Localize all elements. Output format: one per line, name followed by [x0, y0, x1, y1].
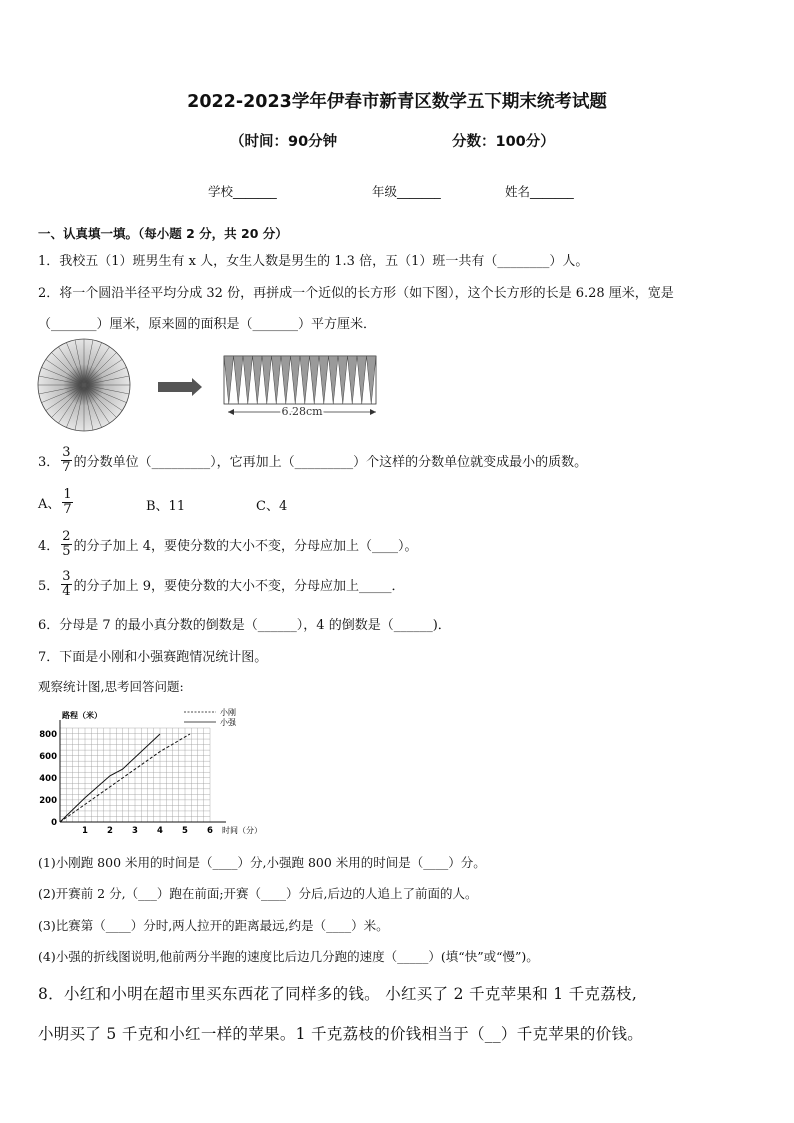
question-7: 7．下面是小刚和小强赛跑情况统计图。	[38, 650, 268, 665]
q7-sub2: (2)开赛前 2 分,（___）跑在前面;开赛（____）分后,后边的人追上了前面的人。	[38, 886, 478, 901]
question-6: 6．分母是 7 的最小真分数的倒数是（______），4 的倒数是（______)．	[38, 618, 451, 633]
x-tick-label: 6	[207, 826, 213, 836]
legend-label: 小刚	[220, 708, 236, 717]
q3-option-a-fraction	[62, 488, 72, 516]
x-tick-label: 3	[132, 826, 138, 836]
q3-option-a-numerator: 1	[63, 487, 72, 502]
q4-numerator: 2	[62, 529, 71, 544]
x-tick-label: 4	[157, 826, 163, 836]
y-tick-label: 0	[51, 818, 57, 828]
q5-denominator: 4	[62, 583, 71, 599]
x-tick-label: 2	[107, 826, 113, 836]
q5-text: 的分子加上 9，要使分数的大小不变，分母应加上_____．	[73, 578, 405, 594]
question-1: 1．我校五（1）班男生有 x 人，女生人数是男生的 1.3 倍，五（1）班一共有（________）人。	[38, 254, 589, 269]
q5-fraction	[61, 570, 71, 598]
y-tick-label: 400	[39, 774, 57, 784]
race-line-chart	[34, 704, 284, 840]
question-4	[38, 530, 417, 558]
q4-fraction	[61, 530, 71, 558]
q7-sub4: (4)小强的折线图说明,他前两分半跑的速度比后边几分跑的速度（_____）(填“快”或“慢”)。	[38, 949, 539, 964]
question-8-line1: 8．小红和小明在超市里买东西花了同样多的钱。 小红买了 2 千克苹果和 1 千克荔枝,	[38, 985, 638, 1003]
y-tick-label: 600	[39, 752, 57, 762]
q3-option-a-denominator: 7	[63, 501, 72, 517]
q7-sub3: (3)比赛第（____）分时,两人拉开的距离最远,约是（____）米。	[38, 918, 389, 933]
x-axis-label: 时间（分）	[222, 826, 262, 835]
question-3	[38, 446, 587, 474]
series-line-小刚	[60, 734, 190, 822]
question-2-line2: （_______）厘米，原来圆的面积是（_______）平方厘米．	[38, 317, 377, 332]
q3-option-c: C、4	[256, 499, 288, 514]
question-7-intro: 观察统计图,思考回答问题:	[38, 679, 184, 694]
exam-score: 分数：100分）	[452, 134, 555, 150]
q4-denominator: 5	[62, 543, 71, 559]
q4-text: 的分子加上 4，要使分数的大小不变，分母应加上（____）。	[73, 538, 418, 554]
school-field: 学校_______	[208, 184, 277, 199]
page-title: 2022-2023学年伊春市新青区数学五下期末统考试题	[187, 92, 607, 112]
approx-rectangle	[224, 356, 376, 404]
q3-numerator: 3	[62, 445, 71, 460]
x-tick-label: 5	[182, 826, 188, 836]
q3-text: 的分数单位（_________），它再加上（_________）个这样的分数单位就变成最小的质数。	[73, 454, 588, 470]
q7-sub1: (1)小刚跑 800 米用的时间是（____）分,小强跑 800 米用的时间是（____）分。	[38, 855, 486, 870]
legend-label: 小强	[220, 718, 236, 727]
q3-option-b: B、11	[146, 499, 186, 514]
q3-option-a-label: A、	[38, 496, 61, 512]
q3-fraction	[61, 446, 71, 474]
question-5	[38, 570, 404, 598]
sector-circle	[38, 339, 130, 431]
q3-option-a	[38, 488, 75, 516]
x-tick-label: 1	[82, 826, 88, 836]
y-tick-label: 200	[39, 796, 57, 806]
section-title: 一、认真填一填。（每小题 2 分，共 20 分）	[38, 226, 288, 241]
y-tick-label: 800	[39, 730, 57, 740]
chart-grid	[60, 728, 210, 822]
q4-prefix: 4．	[38, 538, 60, 554]
circle-to-rectangle-figure	[34, 338, 394, 442]
q3-prefix: 3．	[38, 454, 60, 470]
question-8-line2: 小明买了 5 千克和小红一样的苹果。1 千克荔枝的价钱相当于（__）千克苹果的价钱。	[38, 1025, 644, 1043]
name-field: 姓名_______	[505, 184, 574, 199]
q5-prefix: 5．	[38, 578, 60, 594]
q5-numerator: 3	[62, 569, 71, 584]
arrow-icon	[158, 378, 202, 396]
grade-field: 年级_______	[372, 184, 441, 199]
q3-denominator: 7	[62, 459, 71, 475]
y-axis-label: 路程（米）	[62, 711, 102, 720]
question-2-line1: 2．将一个圆沿半径平均分成 32 份，再拼成一个近似的长方形（如下图），这个长方形的长是 6.28 厘米，宽是	[38, 286, 674, 301]
length-label: 6.28cm	[281, 405, 323, 418]
exam-time: （时间：90分钟	[230, 134, 338, 150]
